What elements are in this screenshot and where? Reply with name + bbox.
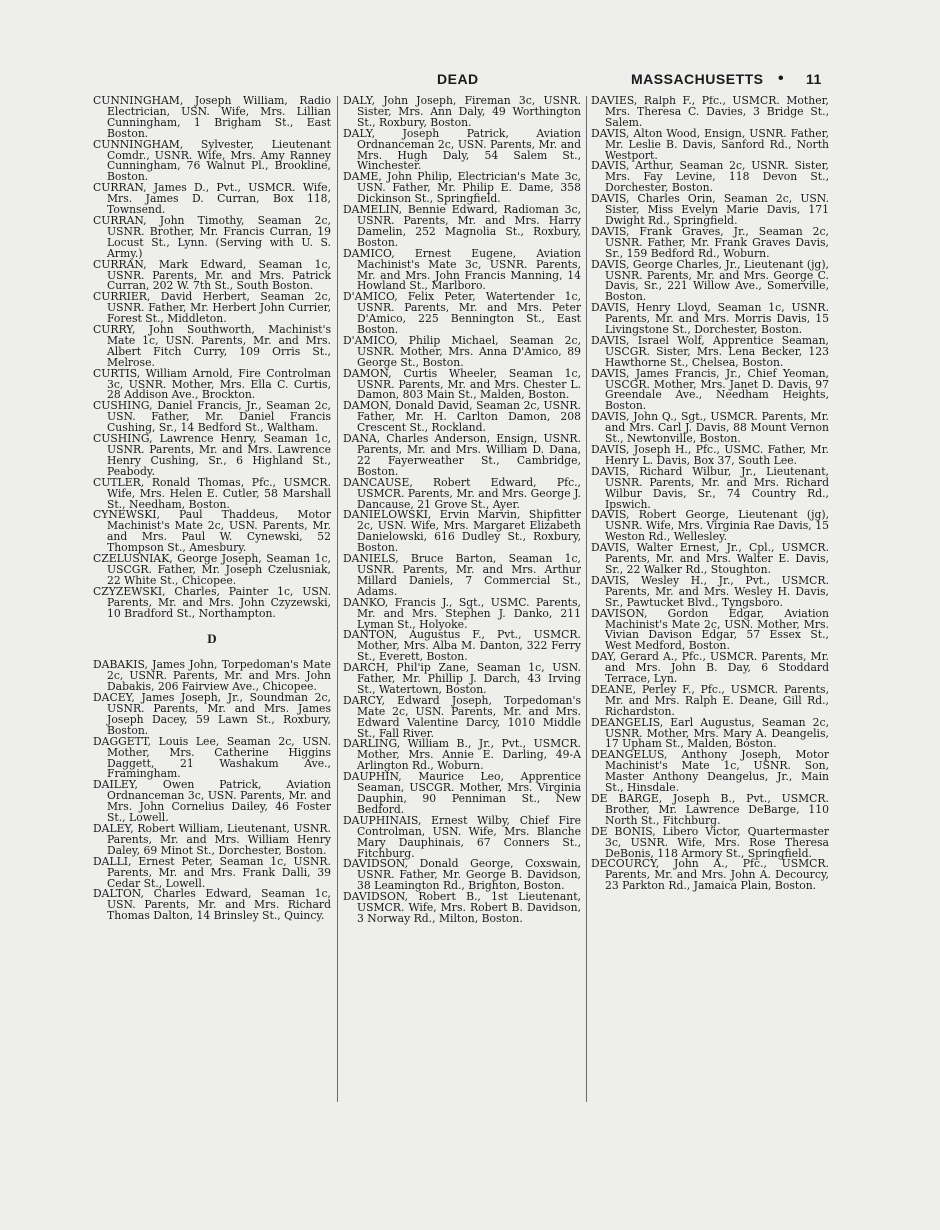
casualty-entry: CUNNINGHAM, Sylvester, Lieutenant Comdr., USNR. Wife, Mrs. Amy Ranney Cunningham, 76 Walnut Pl., Brookline, Boston.	[93, 137, 331, 184]
casualty-entry: DALY, John Joseph, Fireman 3c, USNR. Sister, Mrs. Ann Daly, 49 Worthington St., Roxbury, Boston.	[343, 96, 581, 129]
casualty-entry: DACEY, James Joseph, Jr., Soundman 2c, USNR. Parents, Mr. and Mrs. James Joseph Dacey, 59 Lawn St., Roxbury, Boston.	[93, 691, 331, 737]
casualty-entry: DAILEY, Owen Patrick, Aviation Ordnanceman 3c, USN. Parents, Mr. and Mrs. John Cornelius Dailey, 46 Foster St., Lowell.	[93, 778, 331, 825]
column-3	[591, 96, 829, 1116]
casualty-entry: DAVIS, Richard Wilbur, Jr., Lieutenant, USNR. Parents, Mr. and Mrs. Richard Wilbur Davis, Sr., 74 Country Rd., Ipswich.	[591, 464, 829, 511]
casualty-entry: DAVIS, Alton Wood, Ensign, USNR. Father, Mr. Leslie B. Davis, Sanford Rd., North Westport.	[591, 126, 829, 162]
casualty-entry: CZELUSNIAK, George Joseph, Seaman 1c, USCGR. Father, Mr. Joseph Czelusniak, 22 White St., Chicopee.	[93, 552, 331, 587]
casualty-entry: DAUPHINAIS, Ernest Wilby, Chief Fire Controlman, USN. Wife, Mrs. Blanche Mary Dauphinais, 67 Conners St., Fitchburg.	[343, 813, 581, 860]
casualty-entry: CURRAN, John Timothy, Seaman 2c, USNR. Brother, Mr. Francis Curran, 19 Locust St., Lynn. (Serving with U. S. Army.)	[93, 213, 331, 260]
casualty-entry: DALLI, Ernest Peter, Seaman 1c, USNR. Parents, Mr. and Mrs. Frank Dalli, 39 Cedar St., Lowell.	[93, 854, 331, 890]
casualty-entry: CYNEWSKI, Paul Thaddeus, Motor Machinist's Mate 2c, USN. Parents, Mr. and Mrs. Paul W. Cynewski, 52 Thompson St., Amesbury.	[93, 508, 331, 555]
casualty-entry: DANA, Charles Anderson, Ensign, USNR. Parents, Mr. and Mrs. William D. Dana, 22 Fayerweather St., Cambridge, Boston.	[343, 432, 581, 478]
casualty-entry: DAVIS, John Q., Sgt., USMCR. Parents, Mr. and Mrs. Carl J. Davis, 88 Mount Vernon St., Newtonville, Boston.	[591, 410, 829, 446]
casualty-entry: DANTON, Augustus F., Pvt., USMCR. Mother, Mrs. Alba M. Danton, 322 Ferry St., Everett, Boston.	[343, 628, 581, 664]
casualty-entry: CUTLER, Ronald Thomas, Pfc., USMCR. Wife, Mrs. Helen E. Cutler, 58 Marshall St., Needham, Boston.	[93, 475, 331, 511]
casualty-entry: D'AMICO, Felix Peter, Watertender 1c, USNR. Parents, Mr. and Mrs. Peter D'Amico, 225 Bennington St., East Boston.	[343, 290, 581, 337]
casualty-entry: DAVIS, George Charles, Jr., Lieutenant (jg), USNR. Parents, Mr. and Mrs. George C. Davis, Sr., 221 Willow Ave., Somerville, Boston.	[591, 257, 829, 304]
column-1	[93, 96, 331, 1116]
casualty-entry: DAMON, Curtis Wheeler, Seaman 1c, USNR. Parents, Mr. and Mrs. Chester L. Damon, 803 Main St., Malden, Boston.	[343, 366, 581, 402]
casualty-entry: DAMELIN, Bennie Edward, Radioman 3c, USNR. Parents, Mr. and Mrs. Harry Damelin, 252 Magnolia St., Roxbury, Boston.	[343, 203, 581, 249]
casualty-entry: DAVIS, James Francis, Jr., Chief Yeoman, USCGR. Mother, Mrs. Janet D. Davis, 97 Greendale Ave., Needham Heights, Boston.	[591, 366, 829, 413]
column-divider	[337, 96, 338, 1102]
casualty-entry: DAVIS, Charles Orin, Seaman 2c, USN. Sister, Miss Evelyn Marie Davis, 171 Dwight Rd., Springfield.	[591, 192, 829, 227]
casualty-entry: DAMON, Donald David, Seaman 2c, USNR. Father, Mr. H. Carlton Damon, 208 Crescent St., Rockland.	[343, 399, 581, 435]
casualty-entry: DAVIDSON, Robert B., 1st Lieutenant, USMCR. Wife, Mrs. Robert B. Davidson, 3 Norway Rd., Milton, Boston.	[343, 890, 581, 925]
casualty-entry: DAUPHIN, Maurice Leo, Apprentice Seaman, USCGR. Mother, Mrs. Virginia Dauphin, 90 Penniman St., New Bedford.	[343, 770, 581, 816]
casualty-entry: DAY, Gerard A., Pfc., USMCR. Parents, Mr. and Mrs. John B. Day, 6 Stoddard Terrace, Lyn.	[591, 650, 829, 686]
casualty-entry: DAVIS, Frank Graves, Jr., Seaman 2c, USNR. Father, Mr. Frank Graves Davis, Sr., 159 Bedford Rd., Woburn.	[591, 224, 829, 260]
header-bullet: •	[778, 70, 785, 87]
casualty-entry: DAVIS, Israel Wolf, Apprentice Seaman, USCGR. Sister, Mrs. Lena Becker, 123 Hawthorne St., Chelsea, Boston.	[591, 333, 829, 369]
casualty-entry: DALY, Joseph Patrick, Aviation Ordnanceman 2c, USN. Parents, Mr. and Mrs. Hugh Daly, 54 Salem St., Winchester.	[343, 126, 581, 173]
casualty-entry: DAME, John Philip, Electrician's Mate 3c, USN. Father, Mr. Philip E. Dame, 358 Dickinson St., Springfield.	[343, 170, 581, 206]
casualty-entry: DARCY, Edward Joseph, Torpedoman's Mate 2c, USN. Parents, Mr. and Mrs. Edward Valentine Darcy, 1010 Middle St., Fall River.	[343, 693, 581, 740]
page-header	[0, 71, 940, 93]
casualty-entry: CURRY, John Southworth, Machinist's Mate 1c, USN. Parents, Mr. and Mrs. Albert Fitch Curry, 109 Orris St., Melrose.	[93, 323, 331, 369]
casualty-entry: DAVIS, Joseph H., Pfc., USMC. Father, Mr. Henry L. Davis, Box 37, South Lee.	[591, 443, 829, 467]
casualty-entry: CUSHING, Daniel Francis, Jr., Seaman 2c, USN. Father, Mr. Daniel Francis Cushing, Sr., 14 Bedford St., Waltham.	[93, 399, 331, 435]
casualty-entry: DAVIS, Walter Ernest, Jr., Cpl., USMCR. Parents, Mr. and Mrs. Walter E. Davis, Sr., 22 Walker Rd., Stoughton.	[591, 541, 829, 576]
casualty-entry: DANIELOWSKI, Ervin Marvin, Shipfitter 2c, USN. Wife, Mrs. Margaret Elizabeth Danielowski, 616 Dudley St., Roxbury, Boston.	[343, 508, 581, 555]
column-2	[343, 96, 581, 1116]
casualty-entry: DARCH, Phil'ip Zane, Seaman 1c, USN. Father, Mr. Phillip J. Darch, 43 Irving St., Watertown, Boston.	[343, 661, 581, 696]
casualty-entry: CUSHING, Lawrence Henry, Seaman 1c, USNR. Parents, Mr. and Mrs. Lawrence Henry Cushing, Sr., 6 Highland St., Peabody.	[93, 432, 331, 478]
casualty-entry: DE BARGE, Joseph B., Pvt., USMCR. Brother, Mr. Lawrence DeBarge, 110 North St., Fitchburg.	[591, 792, 829, 827]
casualty-entry: DAVIS, Henry Lloyd, Seaman 1c, USNR. Parents, Mr. and Mrs. Morris Davis, 15 Livingstone St., Dorchester, Boston.	[591, 301, 829, 337]
casualty-entry: DAVIDSON, Donald George, Coxswain, USNR. Father, Mr. George B. Davidson, 38 Leamington Rd., Brighton, Boston.	[343, 857, 581, 893]
casualty-entry: CURRAN, Mark Edward, Seaman 1c, USNR. Parents, Mr. and Mrs. Patrick Curran, 202 W. 7th St., South Boston.	[93, 257, 331, 293]
section-heading: DEAD	[437, 71, 479, 87]
casualty-entry: DAGGETT, Louis Lee, Seaman 2c, USN. Mother, Mrs. Catherine Higgins Daggett, 21 Washakum Ave., Framingham.	[93, 734, 331, 781]
casualty-entry: CURRIER, David Herbert, Seaman 2c, USNR. Father, Mr. Herbert John Currier, Forest St., Middleton.	[93, 290, 331, 326]
casualty-entry: CZYZEWSKI, Charles, Painter 1c, USN. Parents, Mr. and Mrs. John Czyzewski, 10 Bradford St., Northampton.	[93, 584, 331, 620]
state-heading: MASSACHUSETTS	[631, 71, 764, 87]
casualty-entry: CURRAN, James D., Pvt., USMCR. Wife, Mrs. James D. Curran, Box 118, Townsend.	[93, 181, 331, 217]
casualty-entry: CUNNINGHAM, Joseph William, Radio Electrician, USN. Wife, Mrs. Lillian Cunningham, 1 Brigham St., East Boston.	[93, 96, 331, 140]
casualty-entry: DALEY, Robert William, Lieutenant, USNR. Parents, Mr. and Mrs. William Henry Daley, 69 Minot St., Dorchester, Boston.	[93, 822, 331, 857]
casualty-entry: DABAKIS, James John, Torpedoman's Mate 2c, USNR. Parents, Mr. and Mrs. John Dabakis, 206 Fairview Ave., Chicopee.	[93, 658, 331, 694]
casualty-entry: DAVIES, Ralph F., Pfc., USMCR. Mother, Mrs. Theresa C. Davies, 3 Bridge St., Salem.	[591, 96, 829, 129]
casualty-entry: D'AMICO, Philip Michael, Seaman 2c, USNR. Mother, Mrs. Anna D'Amico, 89 George St., Boston.	[343, 333, 581, 369]
casualty-entry: DARLING, William B., Jr., Pvt., USMCR. Mother, Mrs. Annie E. Darling, 49-A Arlington Rd., Woburn.	[343, 737, 581, 773]
casualty-entry: DAVIS, Wesley H., Jr., Pvt., USMCR. Parents, Mr. and Mrs. Wesley H. Davis, Sr., Pawtucket Blvd., Tyngsboro.	[591, 573, 829, 609]
casualty-entry: DAVIS, Arthur, Seaman 2c, USNR. Sister, Mrs. Fay Levine, 118 Devon St., Dorchester, Boston.	[591, 159, 829, 195]
casualty-entry: DEANE, Perley F., Pfc., USMCR. Parents, Mr. and Mrs. Ralph E. Deane, Gill Rd., Richardston.	[591, 682, 829, 718]
section-letter: D	[207, 630, 217, 646]
casualty-entry: DANIELS, Bruce Barton, Seaman 1c, USNR. Parents, Mr. and Mrs. Arthur Millard Daniels, 7 Commercial St., Adams.	[343, 552, 581, 598]
casualty-entry: DANKO, Francis J., Sgt., USMC. Parents, Mr. and Mrs. Stephen J. Danko, 211 Lyman St., Holyoke.	[343, 595, 581, 631]
page-number: 11	[806, 71, 822, 87]
casualty-entry: DAVISON, Gordon Edgar, Aviation Machinist's Mate 2c, USN. Mother, Mrs. Vivian Davison Edgar, 57 Essex St., West Medford, Boston.	[591, 606, 829, 653]
casualty-entry: DALTON, Charles Edward, Seaman 1c, USN. Parents, Mr. and Mrs. Richard Thomas Dalton, 14 Brinsley St., Quincy.	[93, 887, 331, 923]
casualty-entry: DECOURCY, John A., Pfc., USMCR. Parents, Mr. and Mrs. John A. Decourcy, 23 Parkton Rd., Jamaica Plain, Boston.	[591, 857, 829, 893]
casualty-entry: DE BONIS, Libero Victor, Quartermaster 3c, USNR. Wife, Mrs. Rose Theresa DeBonis, 118 Armory St., Springfield.	[591, 824, 829, 860]
casualty-entry: CURTIS, William Arnold, Fire Controlman 3c, USNR. Mother, Mrs. Ella C. Curtis, 28 Addison Ave., Brockton.	[93, 366, 331, 402]
casualty-entry: DEANGELUS, Anthony Joseph, Motor Machinist's Mate 1c, USNR. Son, Master Anthony Deangelus, Jr., Main St., Hinsdale.	[591, 748, 829, 795]
casualty-entry: DEANGELIS, Earl Augustus, Seaman 2c, USNR. Mother, Mrs. Mary A. Deangelis, 17 Upham St., Malden, Boston.	[591, 715, 829, 751]
casualty-entry: DAVIS, Robert George, Lieutenant (jg), USNR. Wife, Mrs. Virginia Rae Davis, 15 Weston Rd., Wellesley.	[591, 508, 829, 544]
column-divider	[586, 96, 587, 1102]
casualty-entry: DANCAUSE, Robert Edward, Pfc., USMCR. Parents, Mr. and Mrs. George J. Dancause, 21 Grove St., Ayer.	[343, 475, 581, 511]
casualty-entry: DAMICO, Ernest Eugene, Aviation Machinist's Mate 3c, USNR. Parents, Mr. and Mrs. John Francis Manning, 14 Howland St., Marlboro.	[343, 246, 581, 293]
